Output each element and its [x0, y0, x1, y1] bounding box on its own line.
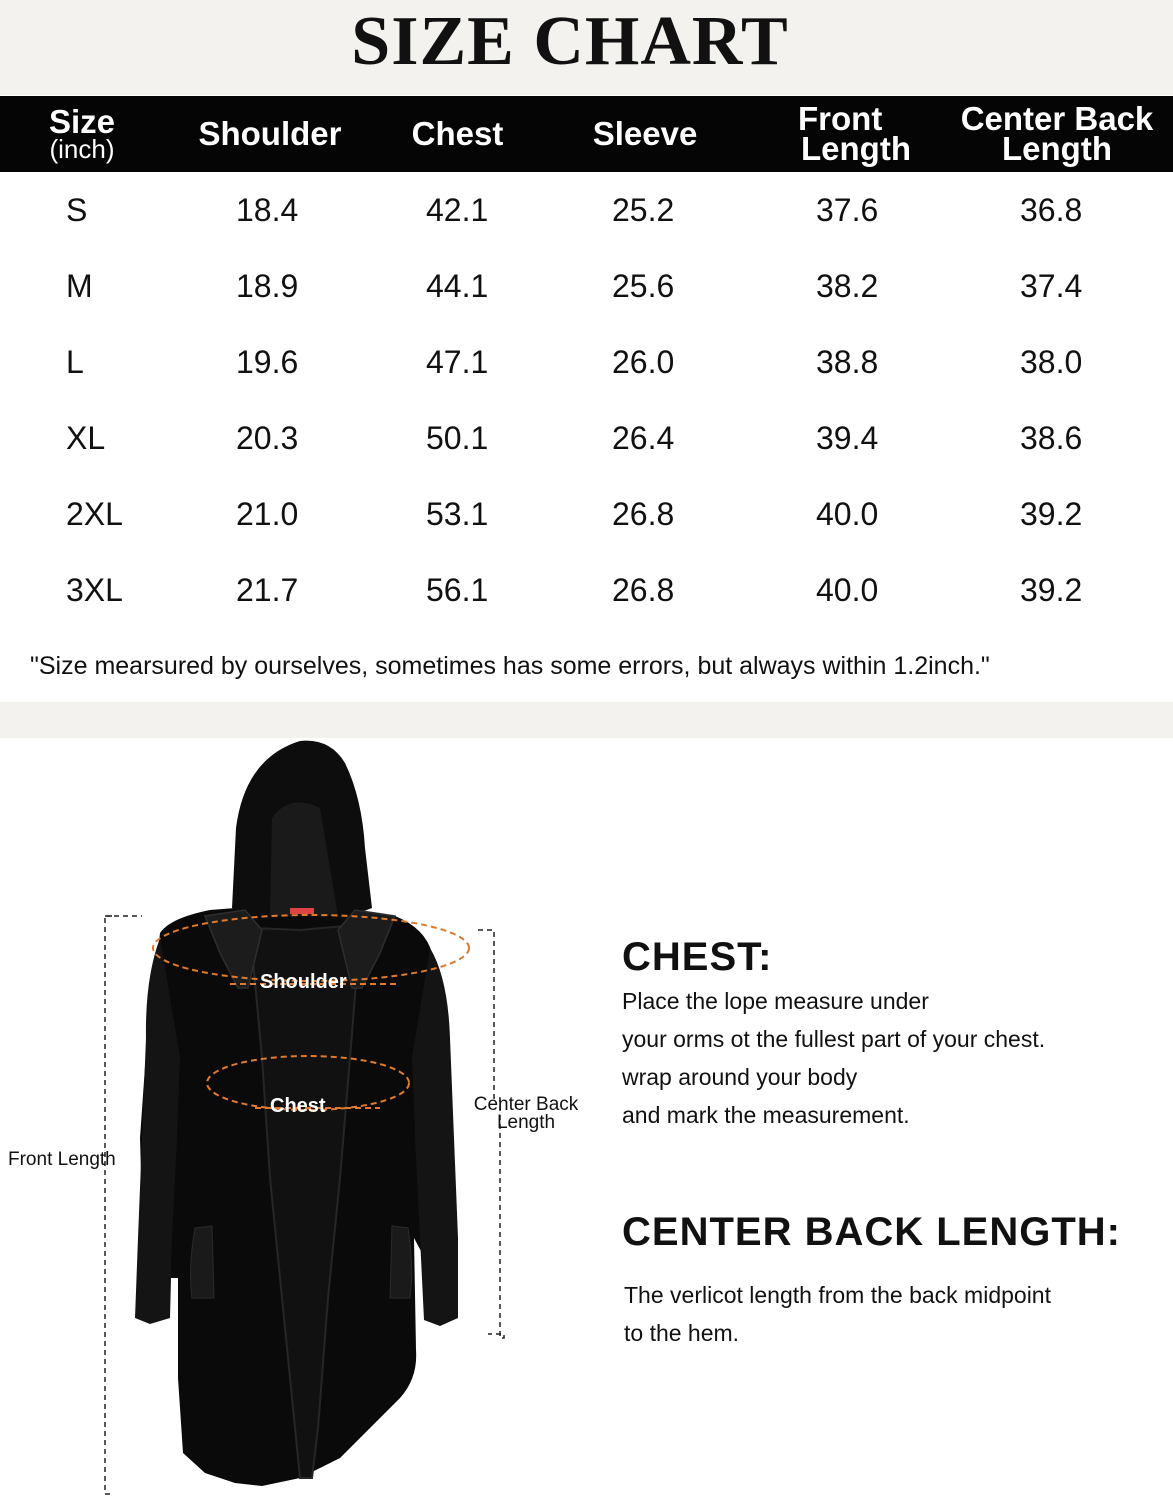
measurement-cell: 26.0 — [612, 344, 675, 380]
chest-line-4: and mark the measurement. — [622, 1102, 910, 1128]
measurement-cell: 18.4 — [236, 192, 299, 228]
left-pocket — [191, 1226, 214, 1298]
measurement-cell: 19.6 — [236, 344, 299, 380]
measurement-cell: 21.7 — [236, 572, 299, 608]
header-sleeve-label: Sleeve — [592, 115, 698, 152]
header-size-unit: (inch) — [49, 134, 115, 164]
measurement-cell: 38.6 — [1020, 420, 1083, 456]
chest-line-2: your orms ot the fullest part of your chest. — [622, 1026, 1046, 1052]
measurement-cell: 40.0 — [816, 496, 879, 532]
size-cell: S — [66, 192, 88, 228]
header-center-back-length — [952, 96, 1162, 172]
table-row — [0, 248, 1173, 324]
header-size — [20, 96, 144, 172]
table-row — [0, 476, 1173, 552]
header-size-label: Size — [48, 103, 116, 140]
table-row — [0, 324, 1173, 400]
measurement-cell: 40.0 — [816, 572, 879, 608]
center-back-label-line2: Length — [496, 1112, 556, 1133]
measurement-cell: 42.1 — [426, 192, 489, 228]
size-cell: XL — [66, 420, 106, 456]
front-length-label: Front Length — [8, 1149, 116, 1170]
header-chest — [380, 96, 535, 172]
center-back-bracket — [478, 930, 504, 1338]
header-shoulder — [180, 96, 360, 172]
size-cell: 2XL — [66, 496, 123, 532]
neck-tag — [290, 908, 314, 914]
header-front-length — [780, 96, 932, 172]
header-shoulder-label: Shoulder — [198, 115, 342, 152]
page-title: SIZE CHART — [351, 3, 789, 80]
chest-line-1: Place the lope measure under — [622, 988, 929, 1014]
measurement-cell: 21.0 — [236, 496, 299, 532]
measurement-cell: 38.8 — [816, 344, 879, 380]
right-pocket — [390, 1226, 412, 1298]
measurement-cell: 25.2 — [612, 192, 675, 228]
center-back-heading: CENTER BACK LENGTH: — [622, 1210, 1121, 1254]
measurement-cell: 56.1 — [426, 572, 489, 608]
header-front-length-line1: Front — [798, 100, 883, 137]
measurement-cell: 39.2 — [1020, 496, 1083, 532]
measurement-cell: 37.6 — [816, 192, 879, 228]
center-back-line-1: The verlicot length from the back midpoint — [624, 1282, 1051, 1308]
chest-description — [622, 982, 1045, 1134]
measurement-cell: 18.9 — [236, 268, 299, 304]
chest-heading: CHEST: — [622, 935, 773, 979]
measurement-cell: 39.4 — [816, 420, 879, 456]
measurement-cell: 44.1 — [426, 268, 489, 304]
table-row — [0, 400, 1173, 476]
size-cell: M — [66, 268, 93, 304]
header-chest-label: Chest — [411, 115, 504, 152]
measurement-cell: 38.0 — [1020, 344, 1083, 380]
measurement-note: "Size mearsured by ourselves, sometimes has some errors, but always within 1.2inch." — [30, 652, 990, 680]
header-center-back-line1: Center Back — [960, 100, 1154, 137]
measurement-cell: 50.1 — [426, 420, 489, 456]
size-cell: L — [66, 344, 84, 380]
center-back-label-line1: Center Back — [473, 1094, 579, 1115]
measurement-cell: 20.3 — [236, 420, 299, 456]
front-length-bracket — [105, 916, 112, 1494]
center-back-line-2: to the hem. — [624, 1320, 740, 1346]
table-row — [0, 552, 1173, 628]
measurement-cell: 37.4 — [1020, 268, 1083, 304]
measurement-cell: 39.2 — [1020, 572, 1083, 608]
measurement-cell: 38.2 — [816, 268, 879, 304]
measurement-cell: 26.4 — [612, 420, 675, 456]
center-back-description — [624, 1276, 1051, 1352]
measurement-cell: 47.1 — [426, 344, 489, 380]
table-header — [0, 96, 1173, 172]
separator-band — [0, 702, 1173, 738]
size-cell: 3XL — [66, 572, 123, 608]
measurement-cell: 36.8 — [1020, 192, 1083, 228]
shoulder-label: Shoulder — [260, 971, 347, 993]
chest-label: Chest — [270, 1095, 326, 1117]
header-front-length-line2: Length — [801, 130, 911, 167]
measurement-cell: 25.6 — [612, 268, 675, 304]
header-center-back-line2: Length — [1002, 130, 1112, 167]
center-back-length-label — [467, 1096, 585, 1132]
measurement-cell: 26.8 — [612, 572, 675, 608]
measurement-cell: 53.1 — [426, 496, 489, 532]
chest-line-3: wrap around your body — [622, 1064, 858, 1090]
table-row — [0, 172, 1173, 248]
header-sleeve — [570, 96, 720, 172]
measurement-cell: 26.8 — [612, 496, 675, 532]
